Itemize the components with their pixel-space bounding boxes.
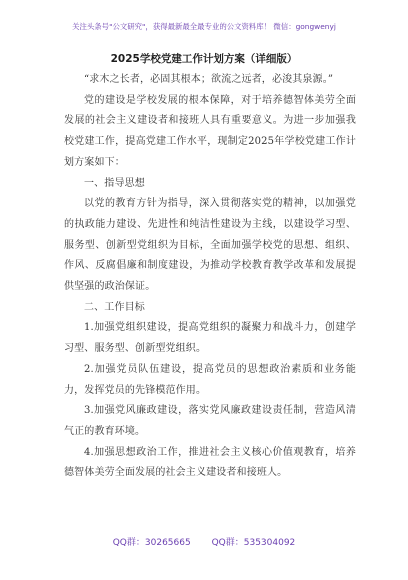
goal-item: 1.加强党组织建设，提高党组织的凝聚力和战斗力，创建学习型、服务型、创新型党组织。 <box>64 322 356 355</box>
intro-paragraph: 党的建设是学校发展的根本保障，对于培养德智体美劳全面发展的社会主义建设者和接班人具有重要意义。为进一步加强我校党建工作，提高党建工作水平，现制定2025年学校党建工作计划方案如下： <box>64 94 356 168</box>
document-body <box>64 70 356 484</box>
section-heading: 二、工作目标 <box>84 301 145 313</box>
document-title: 2025学校党建工作计划方案（详细版） <box>110 53 298 65</box>
qq-group-2: QQ群：535304092 <box>211 538 296 548</box>
goal-item: 2.加强党员队伍建设，提高党员的思想政治素质和业务能力，发挥党员的先锋模范作用。 <box>64 363 356 396</box>
header-banner: 关注头条号"公文研究"，获得最新最全最专业的公文资料库！ 微信：gongwenyj <box>72 22 336 31</box>
qq-group-1: QQ群：30265665 <box>112 538 191 548</box>
quote-paragraph: “求木之长者，必固其根本；欲流之远者，必浚其泉源。” <box>84 74 334 85</box>
section-heading: 一、指导思想 <box>84 177 145 189</box>
footer-contacts <box>0 535 408 548</box>
goal-item: 3.加强党风廉政建设，落实党风廉政建设责任制，营造风清气正的教育环境。 <box>64 405 356 437</box>
guiding-thought-paragraph: 以党的教育方针为指导，深入贯彻落实党的精神，以加强党的执政能力建设、先进性和纯洁性建设为主线，以建设学习型、服务型、创新型党组织为目标，全面加强学校党的思想、组织、作风、反腐倡廉和制度建设，为推动学校教育教学改革和发展提供坚强的政治保证。 <box>64 198 356 293</box>
goal-item: 4.加强思想政治工作，推进社会主义核心价值观教育，培养德智体美劳全面发展的社会主义建设者和接班人。 <box>64 446 356 479</box>
